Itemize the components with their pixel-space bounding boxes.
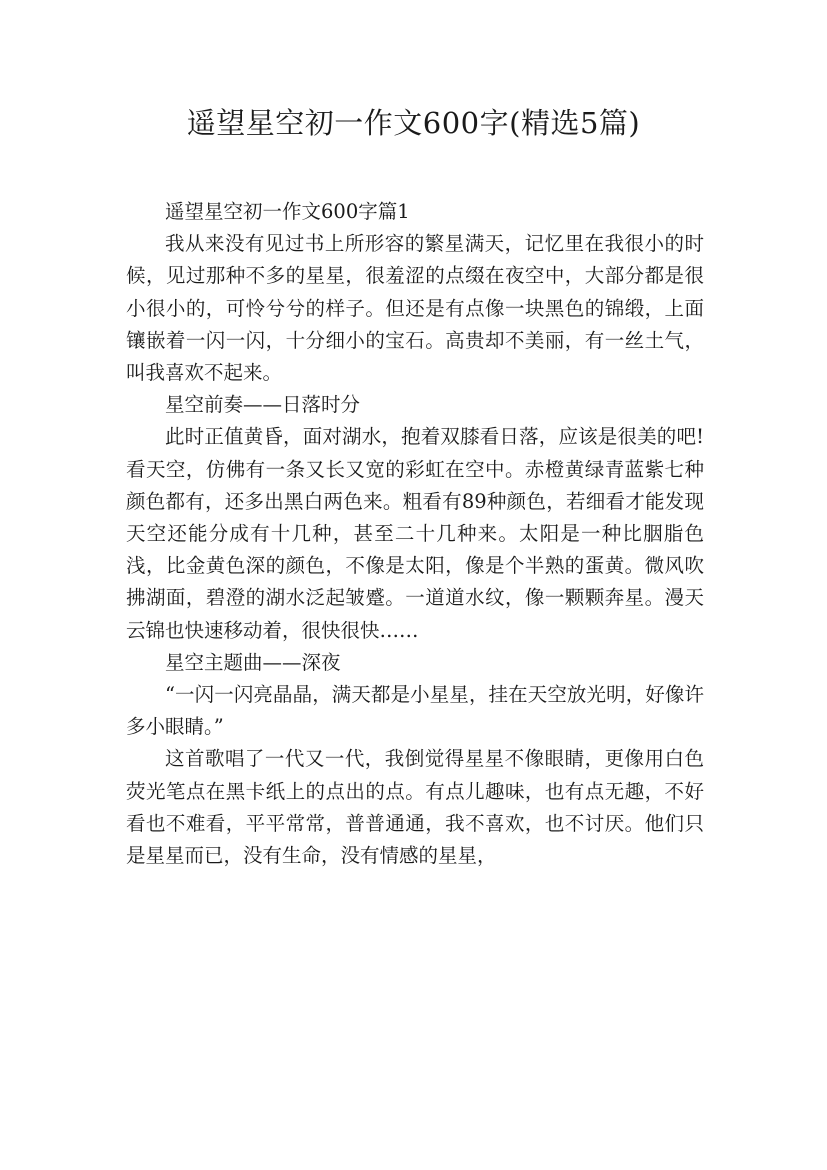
body-paragraph: 这首歌唱了一代又一代，我倒觉得星星不像眼睛，更像用白色荧光笔点在黑卡纸上的点出的点。有点儿趣味，也有点无趣，不好看也不难看，平平常常，普普通通，我不喜欢，也不讨厌。他们只是星星而已，没有生命，没有情感的星星， <box>126 747 704 868</box>
body-paragraph: 我从来没有见过书上所形容的繁星满天，记忆里在我很小的时候，见过那种不多的星星，很羞涩的点缀在夜空中，大部分都是很小很小的，可怜兮兮的样子。但还是有点像一块黑色的锦缎，上面镶嵌着一闪一闪，十分细小的宝石。高贵却不美丽，有一丝土气，叫我喜欢不起来。 <box>126 232 704 385</box>
document-body <box>126 196 704 872</box>
body-paragraph: 此时正值黄昏，面对湖水，抱着双膝看日落，应该是很美的吧!看天空，仿佛有一条又长又宽的彩虹在空中。赤橙黄绿青蓝紫七种颜色都有，还多出黑白两色来。粗看有89种颜色，若细看才能发现天空还能分成有十几种，甚至二十几种来。太阳是一种比胭脂色浅，比金黄色深的颜色，不像是太阳，像是个半熟的蛋黄。微风吹拂湖面，碧澄的湖水泛起皱蹙。一道道水纹，像一颗颗奔星。漫天云锦也快速移动着，很快很快…… <box>126 425 704 642</box>
section-heading: 星空前奏——日落时分 <box>165 393 361 417</box>
section-heading: 遥望星空初一作文600字篇1 <box>165 200 410 223</box>
document-title: 遥望星空初一作文600字(精选5篇) <box>186 106 641 140</box>
section-heading: 星空主题曲——深夜 <box>165 650 341 674</box>
quote-paragraph: “一闪一闪亮晶晶，满天都是小星星，挂在天空放光明，好像许多小眼睛。” <box>126 683 704 739</box>
